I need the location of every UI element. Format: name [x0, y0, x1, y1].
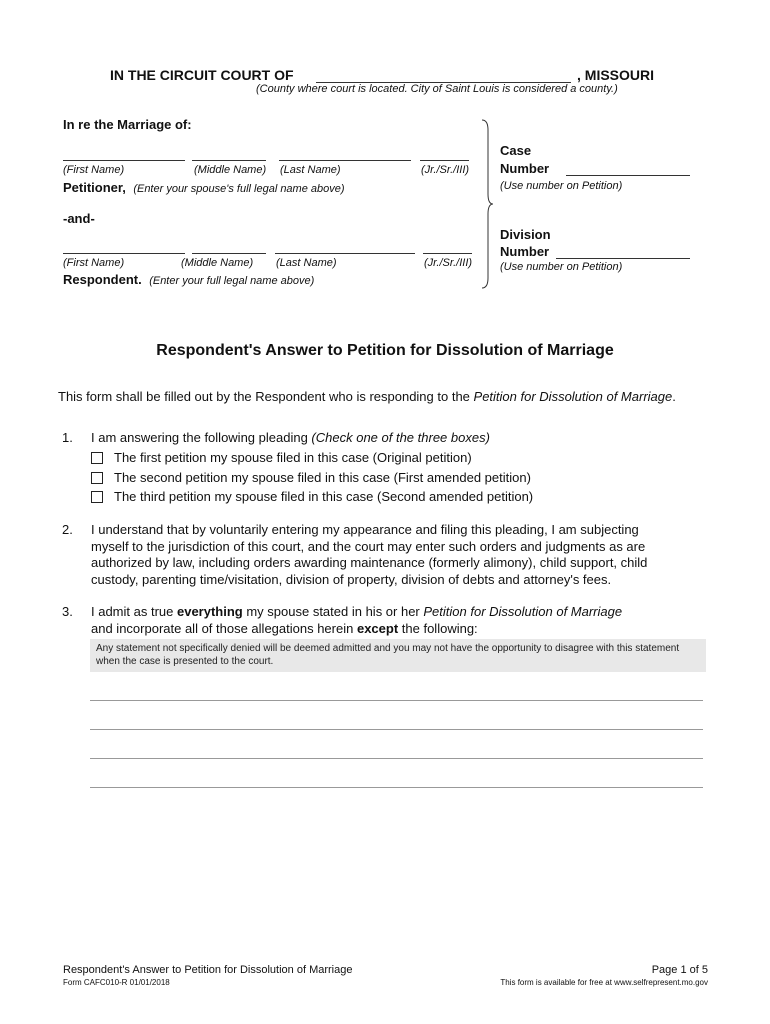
- case-number-blank[interactable]: [566, 175, 690, 176]
- footer-page-number: Page 1 of 5: [651, 964, 708, 976]
- and-separator: -and-: [63, 211, 95, 226]
- case-number-note: (Use number on Petition): [500, 180, 623, 192]
- form-title: Respondent's Answer to Petition for Dissolution of Marriage: [156, 342, 614, 359]
- item1-number: 1.: [62, 430, 73, 445]
- footer-form-id: Form CAFC010-R 01/01/2018: [63, 978, 170, 987]
- division-label-line2: Number: [500, 244, 550, 259]
- option-first-amended-label: The second petition my spouse filed in this case (First amended petition): [114, 470, 531, 485]
- option-second-amended-label: The third petition my spouse filed in this case (Second amended petition): [114, 489, 534, 504]
- item3-line2: [91, 621, 622, 638]
- option-original-petition[interactable]: [91, 450, 472, 465]
- case-label-line1: Case: [500, 143, 532, 158]
- option-second-amended-petition[interactable]: [91, 489, 533, 504]
- caption-brace-icon: [478, 118, 494, 290]
- item3-text-petition: Petition for Dissolution of Marriage: [423, 604, 623, 619]
- option-first-amended-petition[interactable]: [91, 470, 531, 485]
- respondent-last-name-label: (Last Name): [276, 257, 337, 269]
- case-label-line2: Number: [500, 161, 550, 176]
- respondent-first-name-blank[interactable]: [63, 253, 185, 254]
- petitioner-role-note: (Enter your spouse's full legal name above): [133, 183, 345, 195]
- item3-text-everything: everything: [176, 604, 243, 619]
- item1-text: [91, 430, 490, 447]
- division-label-line1: Division: [500, 227, 551, 242]
- item3-text-p3: and incorporate all of those allegations herein: [91, 620, 357, 636]
- petitioner-role: [63, 179, 345, 197]
- answer-line[interactable]: [90, 787, 703, 788]
- item3-text: [91, 604, 622, 637]
- item2-text: [91, 522, 647, 588]
- item2-line: I understand that by voluntarily entering my appearance and filing this pleading, I am subjecting: [91, 522, 639, 537]
- respondent-first-name-label: (First Name): [63, 257, 125, 269]
- county-note: (County where court is located. City of Saint Louis is considered a county.): [256, 83, 618, 95]
- in-re-label: In re the Marriage of:: [63, 117, 192, 132]
- division-number-note: (Use number on Petition): [500, 261, 623, 273]
- item3-text-p4: the following:: [398, 620, 478, 636]
- respondent-suffix-label: (Jr./Sr./III): [424, 257, 473, 269]
- intro-text-end: .: [672, 389, 676, 404]
- petitioner-role-label: Petitioner,: [63, 180, 126, 195]
- petitioner-last-name-blank[interactable]: [279, 160, 411, 161]
- respondent-middle-name-label: (Middle Name): [181, 257, 254, 269]
- item3-line1: [91, 604, 622, 621]
- petitioner-first-name-blank[interactable]: [63, 160, 185, 161]
- footer-title: Respondent's Answer to Petition for Dissolution of Marriage: [63, 964, 353, 976]
- item2-line: myself to the jurisdiction of this court, and the court may enter such orders and judgments as are: [91, 538, 646, 554]
- intro-text-main: This form shall be filled out by the Respondent who is responding to the: [58, 389, 474, 404]
- option-original-checkbox[interactable]: [91, 452, 103, 464]
- footer-free-note: This form is available for free at www.selfrepresent.mo.gov: [500, 978, 708, 987]
- respondent-role-note: (Enter your full legal name above): [149, 275, 315, 287]
- petitioner-suffix-blank[interactable]: [420, 160, 469, 161]
- respondent-role: [63, 271, 314, 289]
- item1-text-italic: (Check one of the three boxes): [311, 430, 490, 445]
- petitioner-middle-name-blank[interactable]: [192, 160, 266, 161]
- answer-line[interactable]: [90, 729, 703, 730]
- respondent-suffix-blank[interactable]: [423, 253, 472, 254]
- answer-line[interactable]: [90, 758, 703, 759]
- denial-notice: Any statement not specifically denied will be deemed admitted and you may not have the opportunity to disagree with this statement when the case is presented to the court.: [90, 639, 706, 672]
- option-second-amended-checkbox[interactable]: [91, 491, 103, 503]
- intro-text: [58, 389, 676, 404]
- option-original-label: The first petition my spouse filed in this case (Original petition): [114, 450, 472, 465]
- item3-text-p2: my spouse stated in his or her: [242, 604, 424, 619]
- item3-text-except: except: [356, 620, 399, 636]
- court-heading: IN THE CIRCUIT COURT OF: [110, 67, 294, 83]
- respondent-role-label: Respondent.: [63, 272, 142, 287]
- respondent-last-name-blank[interactable]: [275, 253, 415, 254]
- petitioner-first-name-label: (First Name): [63, 164, 125, 176]
- item3-number: 3.: [62, 604, 73, 619]
- item3-text-p1: I admit as true: [91, 604, 177, 619]
- item2-line: authorized by law, including orders awarding maintenance (formerly alimony), child support, child: [91, 555, 648, 570]
- option-first-amended-checkbox[interactable]: [91, 472, 103, 484]
- petitioner-middle-name-label: (Middle Name): [194, 164, 267, 176]
- petitioner-suffix-label: (Jr./Sr./III): [421, 164, 470, 176]
- petitioner-last-name-label: (Last Name): [280, 164, 341, 176]
- answer-line[interactable]: [90, 700, 703, 701]
- division-number-blank[interactable]: [556, 258, 690, 259]
- item2-line: custody, parenting time/visitation, division of property, division of debts and attorney's fees.: [91, 571, 612, 587]
- respondent-middle-name-blank[interactable]: [192, 253, 266, 254]
- item1-text-main: I am answering the following pleading: [91, 430, 312, 445]
- intro-text-italic: Petition for Dissolution of Marriage: [473, 389, 673, 404]
- state-label: , MISSOURI: [577, 67, 655, 83]
- item2-number: 2.: [62, 522, 73, 537]
